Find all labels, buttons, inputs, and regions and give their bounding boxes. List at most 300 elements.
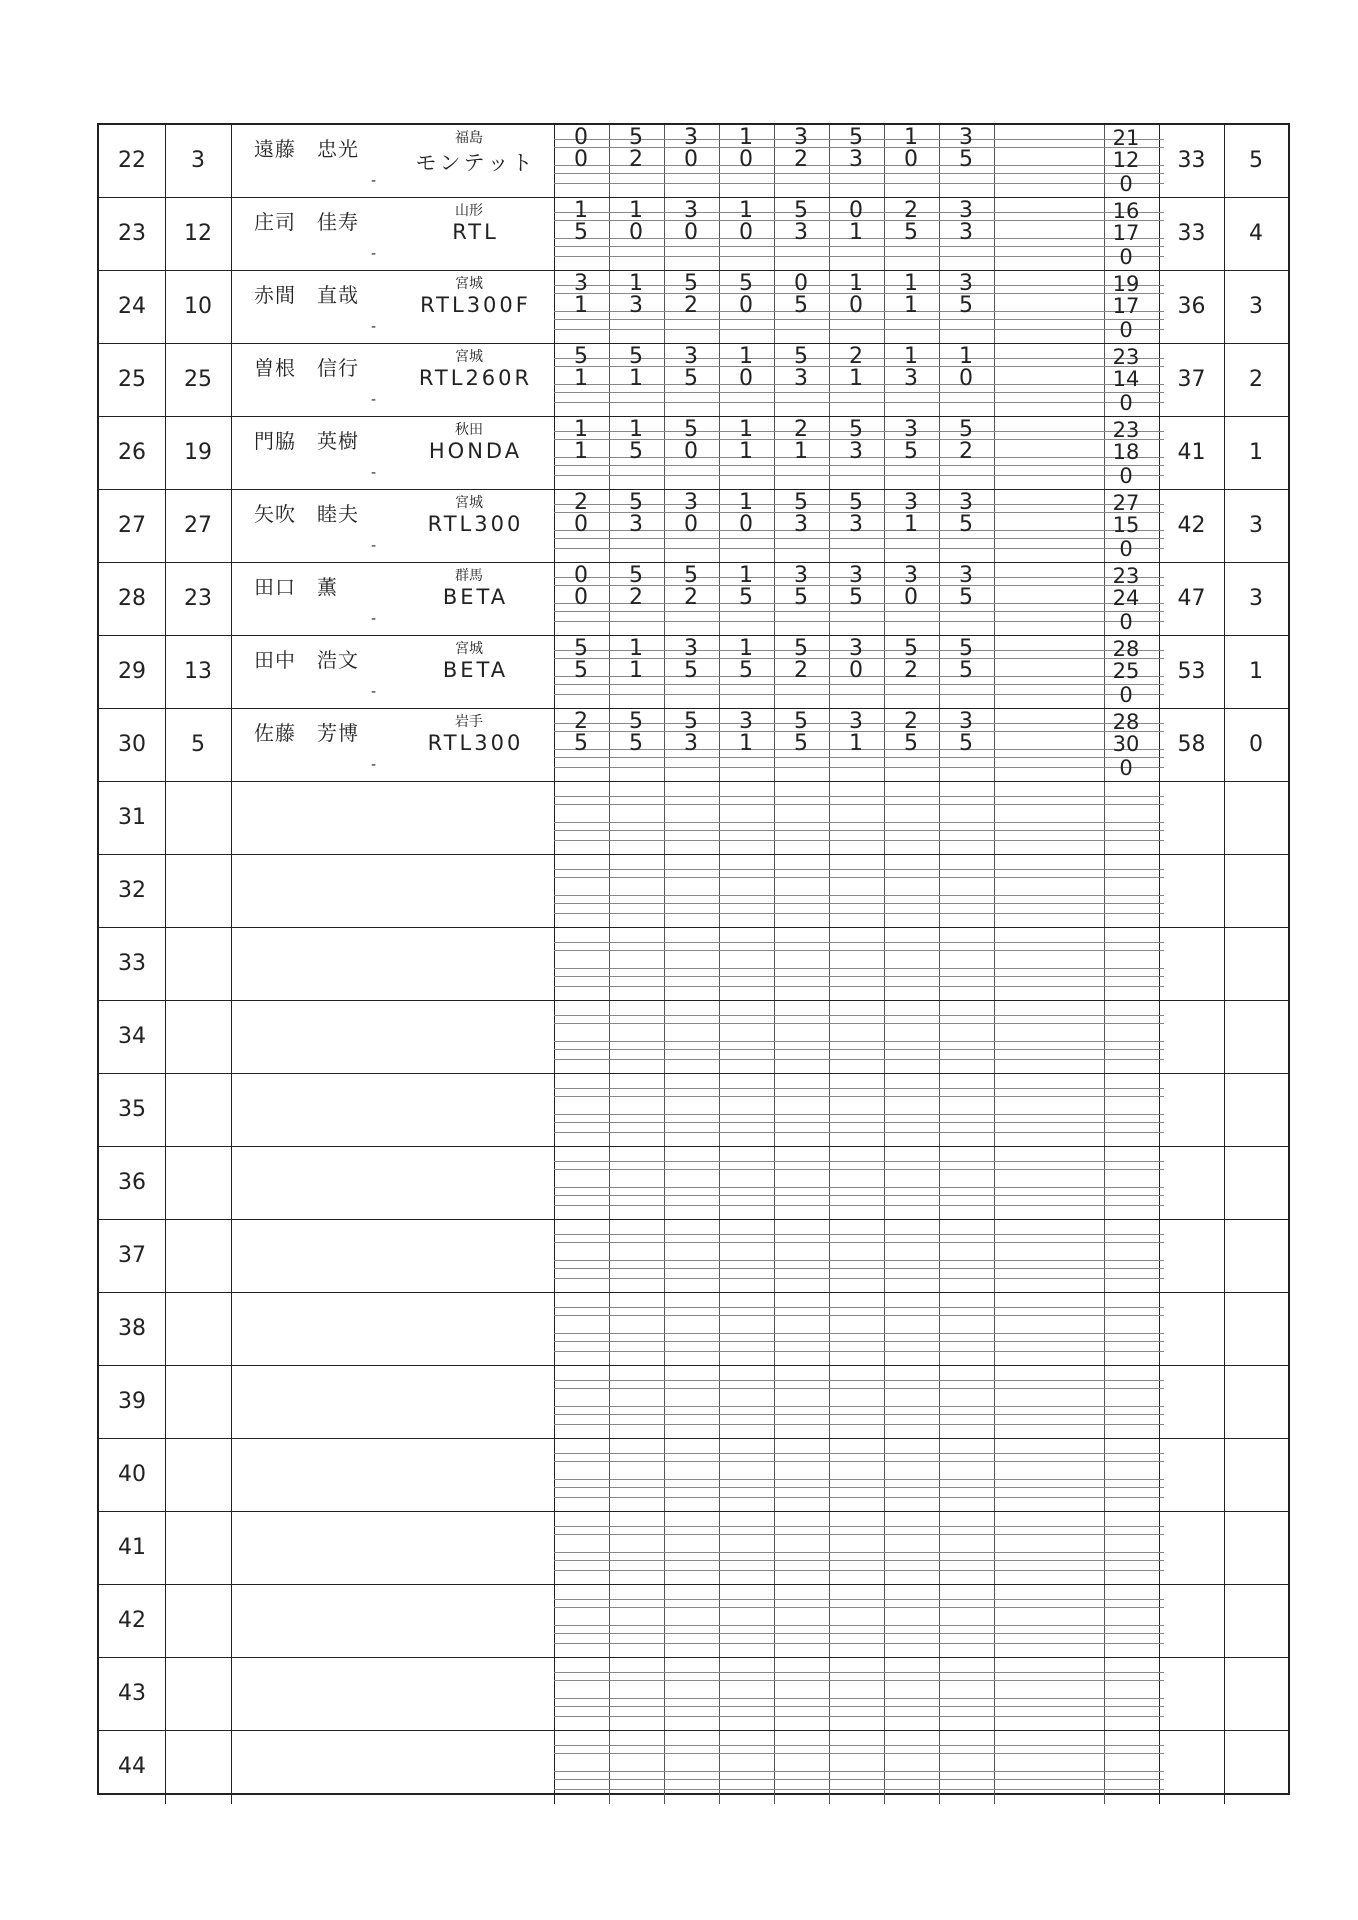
row-number: 30 xyxy=(118,732,146,757)
lap1-total: 28 xyxy=(1112,637,1140,661)
column-divider xyxy=(554,1001,555,1073)
column-divider xyxy=(774,1293,775,1365)
prefecture: 福島 xyxy=(455,130,483,146)
score-gridline xyxy=(554,465,1164,466)
score-gridline xyxy=(554,1560,1164,1561)
lap1-score: 0 xyxy=(849,198,863,223)
total-points: 33 xyxy=(1177,148,1206,173)
machine-name: BETA xyxy=(442,658,509,682)
column-divider xyxy=(1104,855,1105,927)
lap1-score: 3 xyxy=(904,417,918,442)
lap1-score: 3 xyxy=(849,563,863,588)
score-gridline xyxy=(554,1041,1164,1042)
column-divider xyxy=(829,1293,830,1365)
score-gridline xyxy=(554,1779,1164,1780)
clean-count: 0 xyxy=(1119,610,1133,634)
score-gridline xyxy=(554,1049,1164,1050)
bib-number: 23 xyxy=(184,586,212,611)
score-gridline xyxy=(554,1278,1164,1279)
column-divider xyxy=(884,1147,885,1219)
row-number: 41 xyxy=(118,1535,146,1560)
column-divider xyxy=(829,1147,830,1219)
prefecture: 宮城 xyxy=(455,276,483,292)
lap1-score: 3 xyxy=(739,709,753,734)
lap2-score: 0 xyxy=(849,658,863,683)
lap1-score: 5 xyxy=(684,709,698,734)
lap2-score: 1 xyxy=(574,439,588,464)
column-divider xyxy=(994,1439,995,1511)
lap2-score: 5 xyxy=(904,220,918,245)
column-divider xyxy=(829,1731,830,1804)
score-gridline xyxy=(554,475,1164,476)
machine-name: BETA xyxy=(442,585,509,609)
score-gridline xyxy=(554,1599,1164,1600)
column-divider xyxy=(609,1074,610,1146)
score-gridline xyxy=(554,548,1164,549)
row-number: 22 xyxy=(118,148,146,173)
lap2-score: 0 xyxy=(684,512,698,537)
clean-count: 0 xyxy=(1119,172,1133,196)
column-divider xyxy=(994,1512,995,1584)
score-gridline xyxy=(554,1059,1164,1060)
clean-count: 0 xyxy=(1119,245,1133,269)
score-gridline xyxy=(554,913,1164,914)
column-divider xyxy=(829,1585,830,1657)
column-divider xyxy=(994,1585,995,1657)
lap2-score: 1 xyxy=(849,366,863,391)
score-gridline xyxy=(554,1315,1164,1316)
team-placeholder: - xyxy=(371,173,377,189)
score-gridline xyxy=(554,804,1164,805)
column-divider xyxy=(664,1001,665,1073)
score-gridline xyxy=(554,538,1164,539)
lap1-score: 1 xyxy=(904,344,918,369)
column-divider xyxy=(994,1731,995,1804)
column-divider xyxy=(1224,1074,1225,1146)
column-divider xyxy=(165,1001,166,1073)
row-number: 34 xyxy=(118,1024,146,1049)
lap2-score: 5 xyxy=(959,658,973,683)
column-divider xyxy=(1159,1147,1160,1219)
lap2-total: 17 xyxy=(1112,294,1140,318)
column-divider xyxy=(719,1293,720,1365)
lap1-total: 28 xyxy=(1112,710,1140,734)
column-divider xyxy=(939,928,940,1000)
column-divider xyxy=(231,198,232,270)
column-divider xyxy=(231,1512,232,1584)
prefecture: 秋田 xyxy=(455,422,483,438)
clean-place: 3 xyxy=(1249,294,1263,319)
lap1-score: 5 xyxy=(959,417,973,442)
score-gridline xyxy=(554,256,1164,257)
score-gridline xyxy=(554,1205,1164,1206)
column-divider xyxy=(231,709,232,781)
lap2-score: 1 xyxy=(904,512,918,537)
prefecture: 岩手 xyxy=(455,714,483,730)
column-divider xyxy=(884,1658,885,1730)
column-divider xyxy=(994,1147,995,1219)
column-divider xyxy=(719,1147,720,1219)
column-divider xyxy=(994,125,995,197)
column-divider xyxy=(1159,1731,1160,1804)
lap1-score: 3 xyxy=(959,709,973,734)
score-gridline xyxy=(554,611,1164,612)
row-number: 27 xyxy=(118,513,146,538)
lap2-score: 2 xyxy=(629,147,643,172)
table-row xyxy=(99,1074,1288,1147)
column-divider xyxy=(609,1585,610,1657)
column-divider xyxy=(939,1512,940,1584)
prefecture: 群馬 xyxy=(455,568,483,584)
column-divider xyxy=(664,782,665,854)
column-divider xyxy=(994,198,995,270)
lap1-score: 5 xyxy=(849,417,863,442)
lap1-score: 3 xyxy=(684,344,698,369)
column-divider xyxy=(609,782,610,854)
column-divider xyxy=(774,1147,775,1219)
column-divider xyxy=(829,1001,830,1073)
score-gridline xyxy=(554,1307,1164,1308)
lap1-score: 5 xyxy=(574,344,588,369)
column-divider xyxy=(165,855,166,927)
prefecture: 宮城 xyxy=(455,641,483,657)
column-divider xyxy=(719,1366,720,1438)
column-divider xyxy=(774,1512,775,1584)
table-row xyxy=(99,490,1288,563)
score-gridline xyxy=(554,1453,1164,1454)
column-divider xyxy=(1104,1658,1105,1730)
lap2-score: 5 xyxy=(959,731,973,756)
row-number: 28 xyxy=(118,586,146,611)
column-divider xyxy=(1224,1585,1225,1657)
column-divider xyxy=(231,636,232,708)
column-divider xyxy=(1159,1512,1160,1584)
lap1-score: 3 xyxy=(794,563,808,588)
lap2-score: 2 xyxy=(904,658,918,683)
lap1-score: 1 xyxy=(739,344,753,369)
total-points: 36 xyxy=(1177,294,1206,319)
column-divider xyxy=(609,1366,610,1438)
total-points: 37 xyxy=(1177,367,1206,392)
score-gridline xyxy=(554,173,1164,174)
lap1-score: 1 xyxy=(574,198,588,223)
column-divider xyxy=(609,1001,610,1073)
table-row xyxy=(99,1001,1288,1074)
row-number: 25 xyxy=(118,367,146,392)
bib-number: 12 xyxy=(184,221,212,246)
total-points: 58 xyxy=(1177,732,1206,757)
score-gridline xyxy=(554,1088,1164,1089)
lap2-score: 1 xyxy=(904,293,918,318)
column-divider xyxy=(1224,1731,1225,1804)
score-gridline xyxy=(554,1333,1164,1334)
row-number: 32 xyxy=(118,878,146,903)
column-divider xyxy=(719,1658,720,1730)
column-divider xyxy=(884,1001,885,1073)
clean-count: 0 xyxy=(1119,318,1133,342)
column-divider xyxy=(165,1439,166,1511)
column-divider xyxy=(165,782,166,854)
score-gridline xyxy=(554,183,1164,184)
column-divider xyxy=(719,1074,720,1146)
column-divider xyxy=(994,1074,995,1146)
score-gridline xyxy=(554,1625,1164,1626)
bib-number: 27 xyxy=(184,513,212,538)
column-divider xyxy=(231,1366,232,1438)
score-gridline xyxy=(554,1633,1164,1634)
lap1-score: 1 xyxy=(629,417,643,442)
lap2-score: 1 xyxy=(574,293,588,318)
column-divider xyxy=(165,1585,166,1657)
score-gridline xyxy=(554,246,1164,247)
column-divider xyxy=(609,1220,610,1292)
column-divider xyxy=(554,1220,555,1292)
column-divider xyxy=(664,1731,665,1804)
column-divider xyxy=(609,1293,610,1365)
machine-name: RTL260R xyxy=(418,366,533,390)
score-gridline xyxy=(554,869,1164,870)
column-divider xyxy=(1224,1512,1225,1584)
score-gridline xyxy=(554,1132,1164,1133)
column-divider xyxy=(939,1658,940,1730)
column-divider xyxy=(774,1585,775,1657)
lap1-score: 3 xyxy=(849,709,863,734)
clean-count: 0 xyxy=(1119,464,1133,488)
column-divider xyxy=(829,1220,830,1292)
lap2-score: 2 xyxy=(684,293,698,318)
lap2-score: 0 xyxy=(959,366,973,391)
bib-number: 13 xyxy=(184,659,212,684)
lap1-score: 1 xyxy=(739,636,753,661)
column-divider xyxy=(719,928,720,1000)
column-divider xyxy=(829,928,830,1000)
column-divider xyxy=(884,1074,885,1146)
lap2-score: 1 xyxy=(739,731,753,756)
column-divider xyxy=(165,1220,166,1292)
score-gridline xyxy=(554,1161,1164,1162)
lap1-score: 5 xyxy=(849,125,863,150)
lap1-score: 3 xyxy=(684,490,698,515)
lap2-score: 3 xyxy=(794,220,808,245)
clean-place: 1 xyxy=(1249,659,1263,684)
score-gridline xyxy=(554,1461,1164,1462)
score-gridline xyxy=(554,822,1164,823)
lap2-score: 5 xyxy=(849,585,863,610)
row-number: 36 xyxy=(118,1170,146,1195)
lap2-score: 5 xyxy=(959,512,973,537)
column-divider xyxy=(231,1658,232,1730)
score-gridline xyxy=(554,1169,1164,1170)
lap2-score: 2 xyxy=(959,439,973,464)
column-divider xyxy=(719,1512,720,1584)
lap2-score: 5 xyxy=(684,366,698,391)
lap1-score: 1 xyxy=(739,198,753,223)
lap2-score: 1 xyxy=(739,439,753,464)
column-divider xyxy=(719,782,720,854)
lap1-score: 0 xyxy=(574,125,588,150)
lap1-score: 2 xyxy=(904,709,918,734)
table-row xyxy=(99,417,1288,490)
lap1-total: 27 xyxy=(1112,491,1140,515)
team-placeholder: - xyxy=(371,319,377,335)
lap1-score: 1 xyxy=(739,125,753,150)
column-divider xyxy=(939,1220,940,1292)
lap2-score: 5 xyxy=(629,731,643,756)
column-divider xyxy=(829,782,830,854)
table-row xyxy=(99,782,1288,855)
column-divider xyxy=(1104,1512,1105,1584)
score-gridline xyxy=(554,895,1164,896)
column-divider xyxy=(994,855,995,927)
row-number: 29 xyxy=(118,659,146,684)
column-divider xyxy=(1224,1366,1225,1438)
column-divider xyxy=(165,928,166,1000)
column-divider xyxy=(1159,1366,1160,1438)
score-gridline xyxy=(554,1268,1164,1269)
clean-place: 0 xyxy=(1249,732,1263,757)
lap2-score: 5 xyxy=(629,439,643,464)
lap2-score: 5 xyxy=(959,293,973,318)
score-gridline xyxy=(554,1424,1164,1425)
column-divider xyxy=(994,1220,995,1292)
column-divider xyxy=(554,782,555,854)
score-gridline xyxy=(554,1195,1164,1196)
column-divider xyxy=(994,1293,995,1365)
column-divider xyxy=(554,928,555,1000)
prefecture: 山形 xyxy=(455,203,483,219)
lap2-score: 3 xyxy=(849,439,863,464)
lap2-score: 3 xyxy=(794,366,808,391)
team-placeholder: - xyxy=(371,465,377,481)
lap1-score: 3 xyxy=(959,125,973,150)
score-gridline xyxy=(554,1187,1164,1188)
score-gridline xyxy=(554,1552,1164,1553)
column-divider xyxy=(884,928,885,1000)
lap2-total: 18 xyxy=(1112,440,1140,464)
column-divider xyxy=(1224,782,1225,854)
column-divider xyxy=(664,1439,665,1511)
column-divider xyxy=(1224,1658,1225,1730)
column-divider xyxy=(1224,928,1225,1000)
clean-place: 3 xyxy=(1249,586,1263,611)
team-placeholder: - xyxy=(371,684,377,700)
score-gridline xyxy=(554,1497,1164,1498)
column-divider xyxy=(939,1074,940,1146)
column-divider xyxy=(609,1731,610,1804)
rider-name: 門脇 英樹 xyxy=(254,429,359,453)
lap2-score: 3 xyxy=(684,731,698,756)
column-divider xyxy=(884,1439,885,1511)
lap2-score: 5 xyxy=(794,585,808,610)
row-number: 40 xyxy=(118,1462,146,1487)
clean-count: 0 xyxy=(1119,537,1133,561)
score-gridline xyxy=(554,1771,1164,1772)
rider-name: 庄司 佳寿 xyxy=(254,210,359,234)
clean-count: 0 xyxy=(1119,683,1133,707)
column-divider xyxy=(829,1512,830,1584)
score-gridline xyxy=(554,1380,1164,1381)
row-number: 26 xyxy=(118,440,146,465)
column-divider xyxy=(1224,1220,1225,1292)
column-divider xyxy=(1159,855,1160,927)
lap2-score: 5 xyxy=(684,658,698,683)
column-divider xyxy=(829,855,830,927)
table-row xyxy=(99,1658,1288,1731)
column-divider xyxy=(231,1220,232,1292)
column-divider xyxy=(994,344,995,416)
machine-name: RTL xyxy=(452,220,499,244)
table-row xyxy=(99,125,1288,198)
column-divider xyxy=(1104,1585,1105,1657)
lap1-score: 5 xyxy=(794,198,808,223)
score-gridline xyxy=(554,1487,1164,1488)
column-divider xyxy=(774,1001,775,1073)
column-divider xyxy=(1224,1293,1225,1365)
column-divider xyxy=(774,782,775,854)
column-divider xyxy=(554,855,555,927)
score-gridline xyxy=(554,976,1164,977)
rider-name: 曽根 信行 xyxy=(254,356,359,380)
column-divider xyxy=(994,636,995,708)
lap1-total: 23 xyxy=(1112,564,1140,588)
lap1-score: 5 xyxy=(684,271,698,296)
column-divider xyxy=(664,1512,665,1584)
score-gridline xyxy=(554,1789,1164,1790)
row-number: 31 xyxy=(118,805,146,830)
column-divider xyxy=(994,563,995,635)
lap2-total: 30 xyxy=(1112,732,1140,756)
table-row xyxy=(99,1731,1288,1804)
column-divider xyxy=(231,855,232,927)
column-divider xyxy=(719,1220,720,1292)
rider-name: 矢吹 睦夫 xyxy=(254,502,359,526)
column-divider xyxy=(165,1658,166,1730)
lap2-score: 0 xyxy=(684,220,698,245)
lap2-score: 1 xyxy=(849,220,863,245)
lap2-total: 24 xyxy=(1112,586,1140,610)
score-gridline xyxy=(554,840,1164,841)
column-divider xyxy=(554,1512,555,1584)
lap1-score: 1 xyxy=(959,344,973,369)
score-gridline xyxy=(554,319,1164,320)
lap1-score: 3 xyxy=(849,636,863,661)
lap2-score: 3 xyxy=(904,366,918,391)
rider-name: 遠藤 忠光 xyxy=(254,137,359,161)
lap1-score: 1 xyxy=(849,271,863,296)
rider-name: 田中 浩文 xyxy=(254,648,359,672)
lap1-score: 3 xyxy=(959,490,973,515)
team-placeholder: - xyxy=(371,757,377,773)
rider-name: 田口 薫 xyxy=(254,575,338,599)
table-row xyxy=(99,709,1288,782)
column-divider xyxy=(1159,782,1160,854)
column-divider xyxy=(994,490,995,562)
score-gridline xyxy=(554,877,1164,878)
column-divider xyxy=(1104,1366,1105,1438)
column-divider xyxy=(994,709,995,781)
lap1-score: 5 xyxy=(629,125,643,150)
column-divider xyxy=(939,1366,940,1438)
column-divider xyxy=(1224,1439,1225,1511)
column-divider xyxy=(719,1439,720,1511)
column-divider xyxy=(165,1074,166,1146)
lap2-score: 2 xyxy=(684,585,698,610)
lap1-score: 5 xyxy=(794,490,808,515)
lap2-score: 0 xyxy=(904,147,918,172)
lap1-score: 5 xyxy=(629,563,643,588)
column-divider xyxy=(1159,1074,1160,1146)
column-divider xyxy=(939,1585,940,1657)
